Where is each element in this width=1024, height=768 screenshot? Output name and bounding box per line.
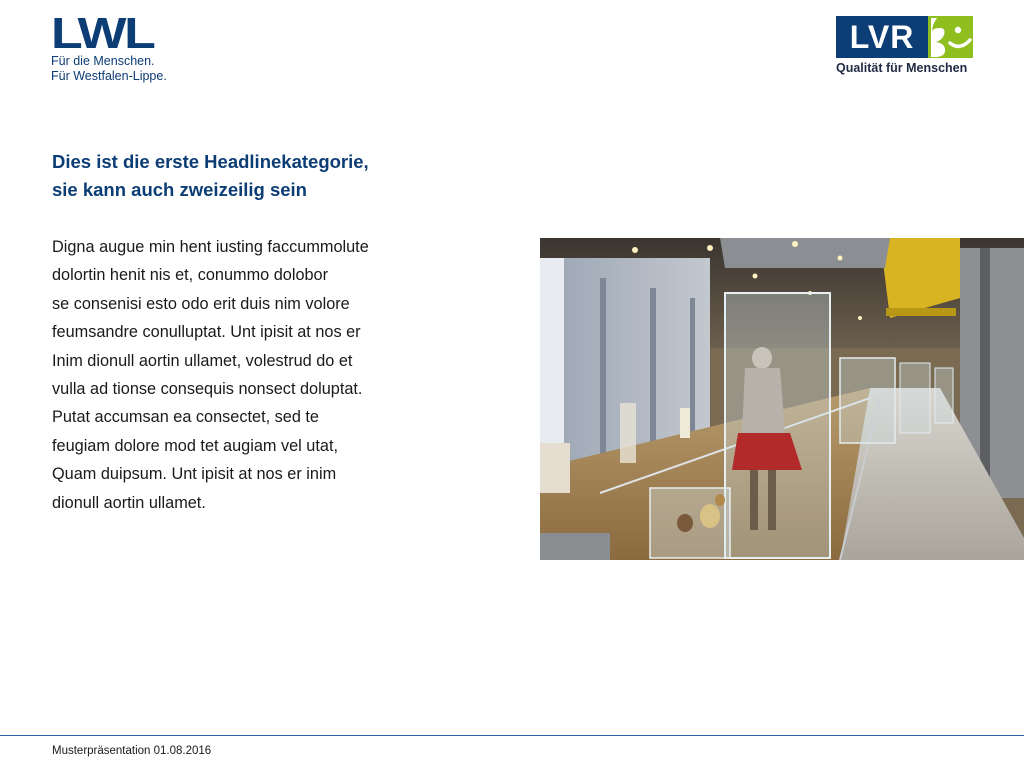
slide-body-text: [52, 233, 452, 517]
museum-photo-illustration: [540, 238, 1024, 560]
headline-line: Dies ist die erste Headlinekategorie,: [52, 151, 369, 172]
footer-text: Musterpräsentation 01.08.2016: [52, 745, 212, 757]
body-line: dionull aortin ullamet.: [52, 493, 206, 512]
lvr-tagline: Qualität für Menschen: [836, 61, 968, 75]
body-line: vulla ad tionse consequis nonsect doluptat.: [52, 380, 363, 399]
museum-photo: [540, 238, 1024, 560]
lvr-logo: [836, 16, 976, 76]
lwl-slogan-line-2: Für Westfalen-Lippe.: [51, 69, 167, 83]
lvr-logo-mark: LVR: [836, 16, 928, 58]
headline-line: sie kann auch zweizeilig sein: [52, 179, 307, 200]
lwl-logo: [51, 9, 211, 84]
body-line: feugiam dolore mod tet augiam vel utat,: [52, 436, 338, 455]
footer-divider: [0, 735, 1024, 736]
lwl-logo-mark: LWL: [51, 9, 154, 58]
lwl-slogan-line-1: Für die Menschen.: [51, 54, 155, 68]
lvr-face-icon: [928, 16, 973, 58]
lvr-logo-box: [836, 16, 973, 58]
slide-headline: [52, 148, 452, 204]
body-line: Quam duipsum. Unt ipisit at nos er inim: [52, 465, 337, 484]
body-line: feumsandre conulluptat. Unt ipisit at nos er: [52, 323, 361, 342]
body-line: dolortin henit nis et, conummo dolobor: [52, 266, 329, 285]
body-line: Putat accumsan ea consectet, sed te: [52, 408, 319, 427]
body-line: se consenisi esto odo erit duis nim volore: [52, 294, 350, 313]
body-line: Digna augue min hent iusting faccummolute: [52, 238, 369, 256]
body-line: Inim dionull aortin ullamet, volestrud do et: [52, 351, 353, 370]
